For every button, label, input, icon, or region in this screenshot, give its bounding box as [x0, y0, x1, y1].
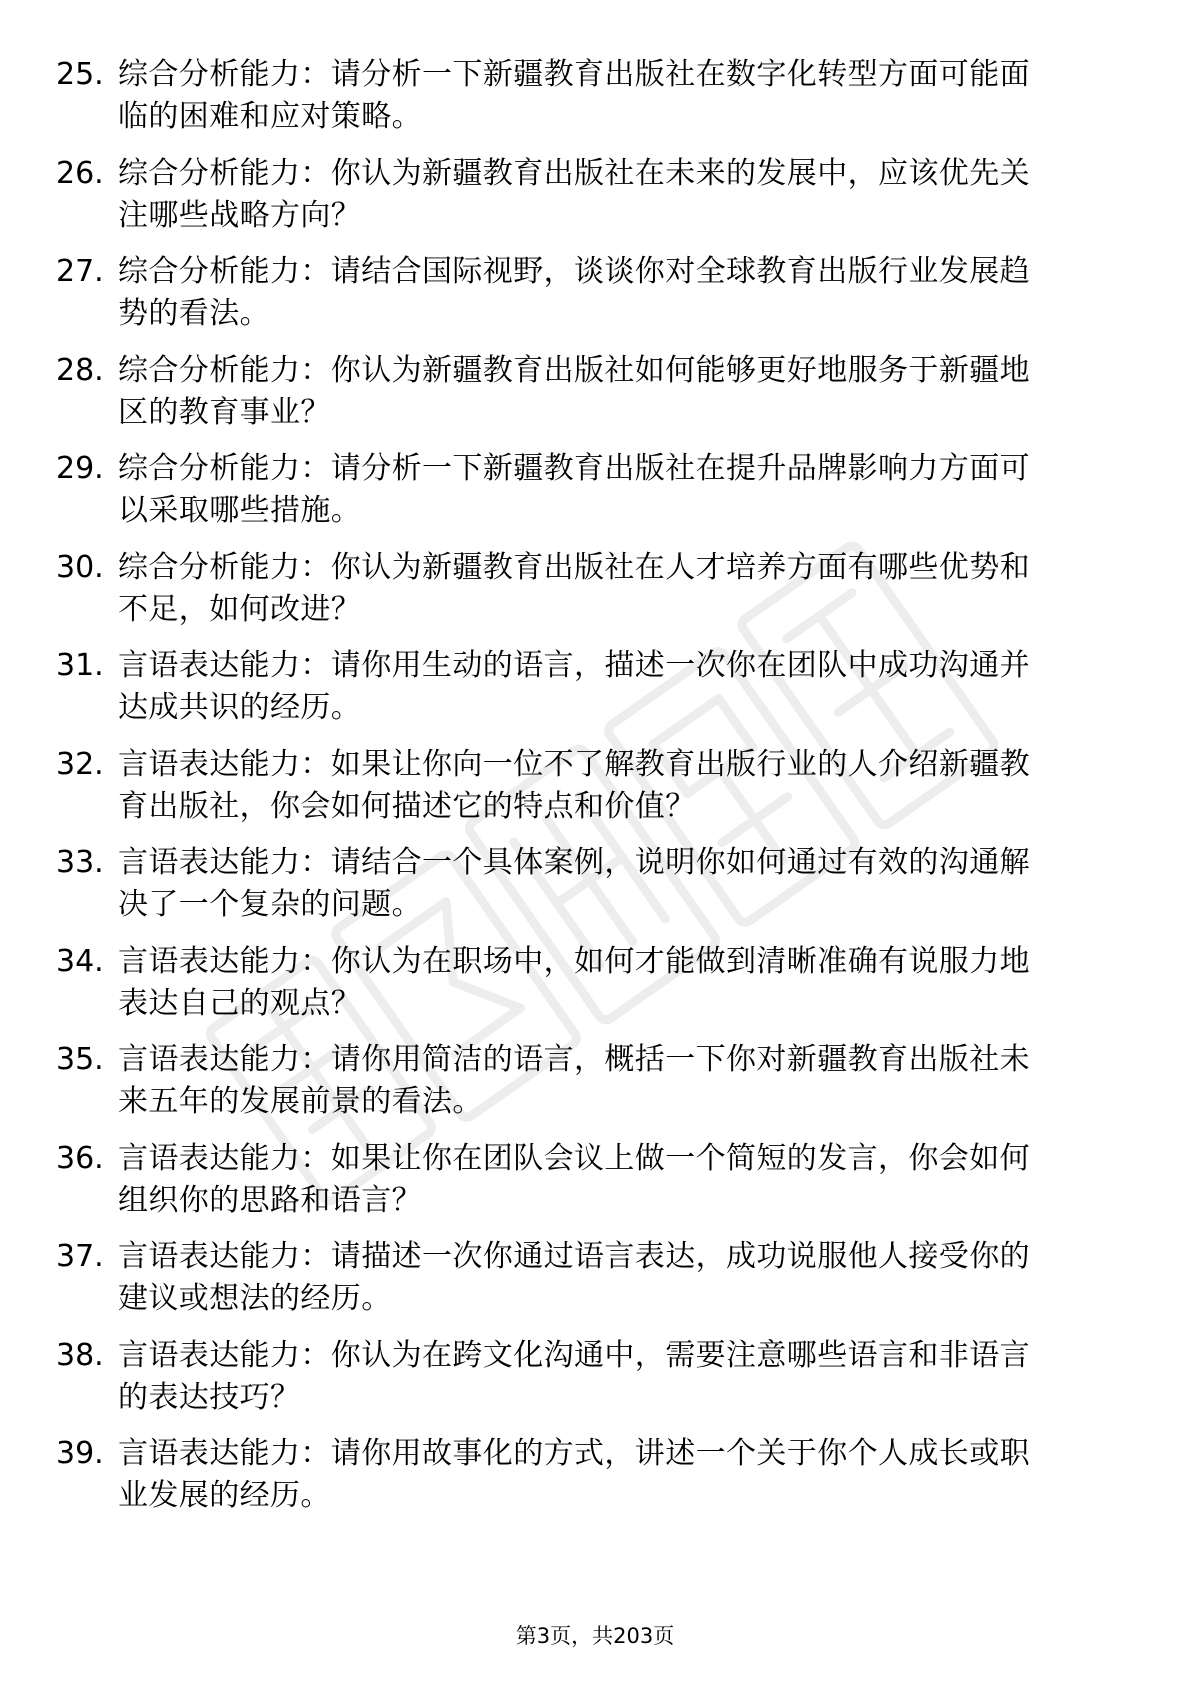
question-text: 综合分析能力：请分析一下新疆教育出版社在数字化转型方面可能面临的困难和应对策略。: [118, 57, 1030, 134]
question-text: 综合分析能力：请结合国际视野，谈谈你对全球教育出版行业发展趋势的看法。: [118, 254, 1030, 331]
question-item: [0, 1029, 1190, 1128]
question-number: 25.: [56, 57, 104, 92]
question-item: [0, 931, 1190, 1030]
question-item: [0, 438, 1190, 537]
question-number: 35.: [56, 1042, 104, 1077]
question-text: 言语表达能力：请结合一个具体案例，说明你如何通过有效的沟通解决了一个复杂的问题。: [118, 845, 1030, 922]
question-text: 言语表达能力：请你用生动的语言，描述一次你在团队中成功沟通并达成共识的经历。: [118, 648, 1030, 725]
question-number: 32.: [56, 746, 104, 782]
question-number: 27.: [56, 254, 104, 289]
question-number: 30.: [56, 549, 104, 585]
question-number: 28.: [56, 352, 104, 388]
question-item: [0, 241, 1190, 340]
question-text: 言语表达能力：请你用故事化的方式，讲述一个关于你个人成长或职业发展的经历。: [118, 1436, 1030, 1513]
question-number: 29.: [56, 451, 104, 486]
question-text: 综合分析能力：你认为新疆教育出版社在未来的发展中，应该优先关注哪些战略方向？: [118, 155, 1030, 233]
question-number: 31.: [56, 648, 104, 683]
question-number: 37.: [56, 1239, 104, 1274]
question-text: 言语表达能力：请你用简洁的语言，概括一下你对新疆教育出版社未来五年的发展前景的看法。: [118, 1042, 1030, 1119]
question-text: 言语表达能力：如果让你向一位不了解教育出版行业的人介绍新疆教育出版社，你会如何描述它的特点和价值？: [118, 746, 1030, 824]
question-item: [0, 340, 1190, 439]
question-list: [0, 44, 1190, 1522]
question-number: 33.: [56, 845, 104, 880]
question-text: 言语表达能力：如果让你在团队会议上做一个简短的发言，你会如何组织你的思路和语言？: [118, 1140, 1030, 1218]
question-number: 36.: [56, 1140, 104, 1176]
question-item: [0, 44, 1190, 143]
question-number: 34.: [56, 943, 104, 979]
question-number: 26.: [56, 155, 104, 191]
question-item: [0, 537, 1190, 636]
question-item: [0, 1325, 1190, 1424]
question-item: [0, 734, 1190, 833]
question-number: 39.: [56, 1436, 104, 1471]
question-item: [0, 1128, 1190, 1227]
question-item: [0, 832, 1190, 931]
question-text: 言语表达能力：请描述一次你通过语言表达，成功说服他人接受你的建议或想法的经历。: [118, 1239, 1030, 1316]
question-text: 言语表达能力：你认为在跨文化沟通中，需要注意哪些语言和非语言的表达技巧？: [118, 1337, 1030, 1415]
question-item: [0, 635, 1190, 734]
page-footer: 第3页，共203页: [515, 1624, 675, 1648]
question-text: 综合分析能力：你认为新疆教育出版社在人才培养方面有哪些优势和不足，如何改进？: [118, 549, 1030, 627]
question-item: [0, 143, 1190, 242]
question-text: 综合分析能力：你认为新疆教育出版社如何能够更好地服务于新疆地区的教育事业？: [118, 352, 1030, 430]
question-text: 言语表达能力：你认为在职场中，如何才能做到清晰准确有说服力地表达自己的观点？: [118, 943, 1030, 1021]
question-number: 38.: [56, 1337, 104, 1373]
question-item: [0, 1226, 1190, 1325]
question-item: [0, 1423, 1190, 1522]
question-text: 综合分析能力：请分析一下新疆教育出版社在提升品牌影响力方面可以采取哪些措施。: [118, 451, 1030, 528]
